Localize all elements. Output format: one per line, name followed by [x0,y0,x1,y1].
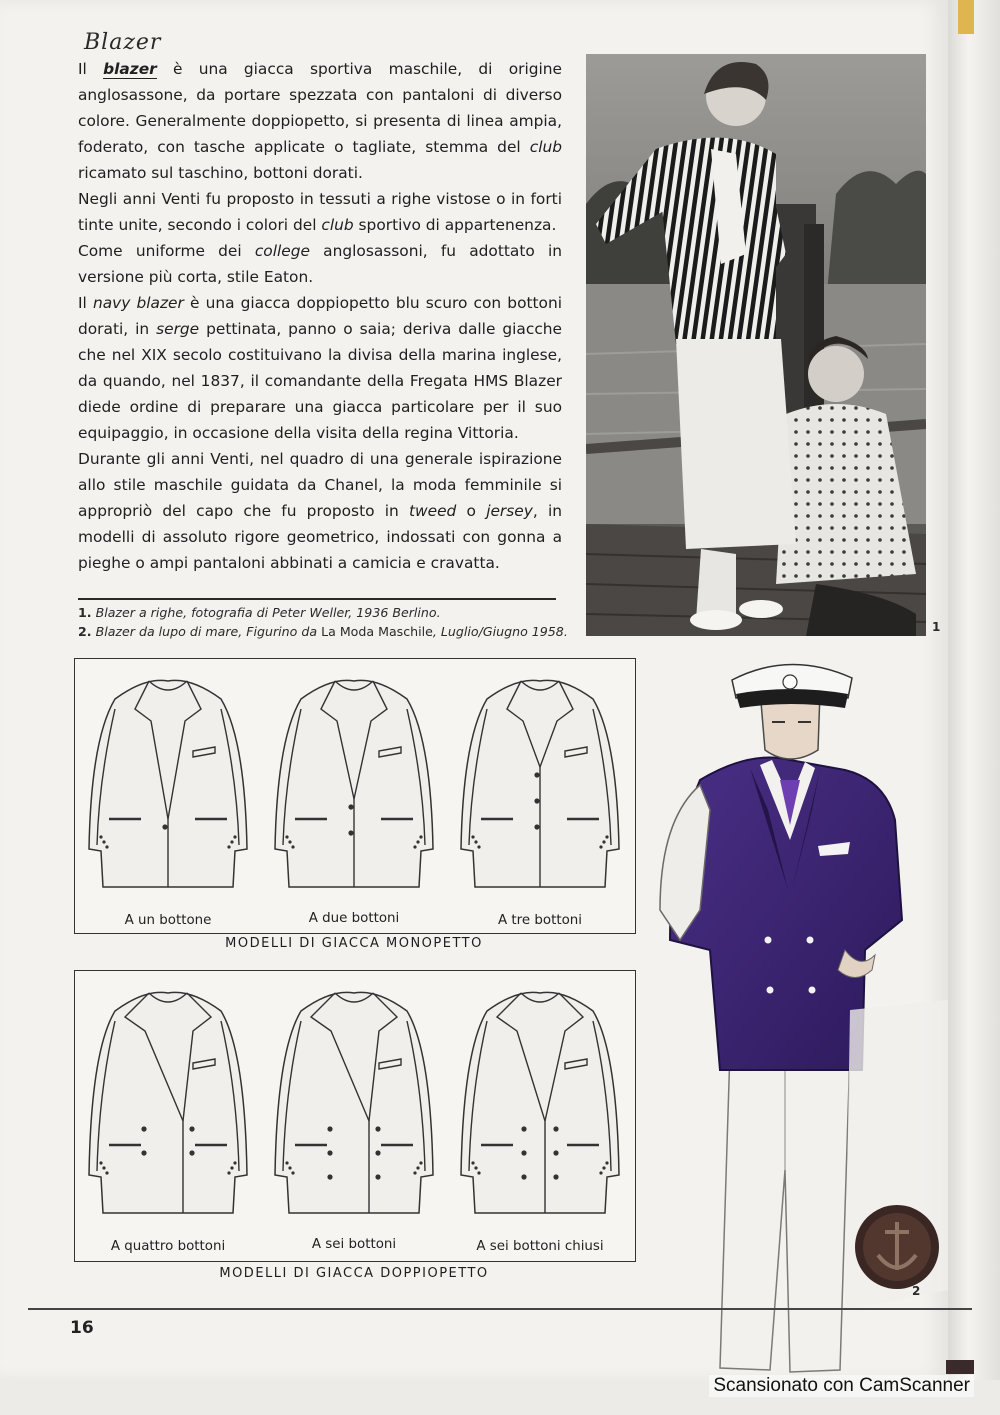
jacket-label: A due bottoni [308,911,400,926]
paragraph-text: è una giacca sportiva maschile, di origine anglosassone, da portare spezzata con pantaloni di diverso colore. Generalmente doppiopetto, si presenta di linea ampia, foderato, con tasche applicate o tagliate, stemma del [78,60,562,156]
paragraph-text: Il [78,60,104,78]
jacket-cuff-button [474,1166,477,1169]
jacket-cuff-button [419,1161,422,1164]
double-breasted-title: MODELLI DI GIACCA DOPPIOPETTO [219,1266,489,1281]
jacket-label: A quattro bottoni [110,1239,226,1254]
paragraph-text: tweed [408,502,457,520]
illustration-navy-blazer-image [640,650,948,1380]
jacket-cuff-button [99,835,102,838]
jacket-cuff-button [233,835,236,838]
paragraph-text: Il [78,294,93,312]
caption-number: 2. [78,624,92,639]
jacket-button [327,1174,332,1179]
page-tab-marker [958,0,974,34]
jacket-cuff-button [285,835,288,838]
jacket-cuff-button [102,1166,105,1169]
jacket-button [521,1150,526,1155]
jacket-cuff-button [471,835,474,838]
paragraph-text: serge [156,320,200,338]
jacket-label: A tre bottoni [498,913,582,928]
jacket-cuff-button [605,1161,608,1164]
jacket-cuff-button [599,845,602,848]
jacket-cuff-button [477,1171,480,1174]
jacket-cuff-button [416,1166,419,1169]
jacket-button [534,772,539,777]
jacket-button [521,1126,526,1131]
jacket-model-two-buttons [261,659,447,933]
article-body [78,56,562,576]
paragraph-text: Negli anni Venti fu proposto in tessuti a righe vistose o in forti tinte unite, secondo i colori del [78,190,562,234]
paragraph-text: o [456,502,487,520]
jacket-cuff-button [291,845,294,848]
jacket-model-six-buttons [261,971,447,1261]
jacket-cuff-button [230,840,233,843]
paragraph-college [78,238,562,290]
jacket-drawing [261,659,447,909]
jacket-cuff-button [477,845,480,848]
paragraph-text: è una giacca doppiopetto blu scuro con bottoni dorati, in [78,294,562,338]
caption-text: Blazer da lupo di mare, Figurino da [91,624,322,639]
jacket-cuff-button [230,1166,233,1169]
jacket-cuff-button [602,840,605,843]
jacket-button [189,1150,194,1155]
jacket-button [189,1126,194,1131]
jacket-cuff-button [233,1161,236,1164]
footer-rule [28,1308,972,1310]
jacket-button [553,1150,558,1155]
double-breasted-panel [74,970,636,1262]
jacket-button [141,1150,146,1155]
paragraph-chanel [78,446,562,576]
paragraph-text: pettinata, panno o saia; deriva dalle giacche che nel XIX secolo costituivano la divisa della marina inglese, da quando, nel 1837, il comandante della Fregata HMS Blazer diede ordine di preparare una giacca particolare per il suo equipaggio, in occasione della visita della regina Vittoria. [78,320,563,442]
paragraph-text: Durante gli anni Venti, nel quadro di una generale ispirazione allo stile maschile guidata da Chanel, la moda femminile si appropriò del capo che fu proposto in [78,450,562,520]
caption-number: 1. [78,605,92,620]
paragraph-text: club [321,216,354,234]
jacket-cuff-button [413,845,416,848]
photo-striped-blazer-image [586,54,926,636]
scanner-watermark: Scansionato con CamScanner [709,1375,974,1397]
jacket-cuff-button [416,840,419,843]
paragraph-navy [78,290,562,446]
jacket-button [534,798,539,803]
caption-divider [78,598,556,600]
jacket-button [521,1174,526,1179]
paragraph-text: Come uniforme dei [78,242,255,260]
figure-captions [78,603,578,641]
jacket-outline [89,992,247,1213]
jacket-drawing [261,971,447,1235]
jacket-cuff-button [413,1171,416,1174]
caption-text: Blazer a righe, fotografia di Peter Weller, 1936 Berlino. [91,605,441,620]
paragraph-text: navy blazer [92,294,184,312]
single-breasted-title: MODELLI DI GIACCA MONOPETTO [225,936,483,951]
handwritten-note: Blazer [84,30,162,55]
jacket-cuff-button [605,835,608,838]
paragraph-text: club [529,138,562,156]
jacket-cuff-button [471,1161,474,1164]
page-corner-marker [946,1360,974,1374]
figure-number-1: 1 [932,620,941,634]
photo-striped-blazer [586,54,926,636]
jacket-button [327,1126,332,1131]
jacket-label: A sei bottoni chiusi [476,1239,604,1254]
jacket-button [348,830,353,835]
jacket-outline [275,992,433,1213]
jacket-model-one-button [75,659,261,933]
jacket-cuff-button [227,845,230,848]
jacket-model-three-buttons [447,659,633,933]
single-breasted-panel [74,658,636,934]
jacket-cuff-button [227,1171,230,1174]
jacket-label: A sei bottoni [311,1237,397,1252]
jacket-model-six-buttons-closed [447,971,633,1261]
jacket-cuff-button [599,1171,602,1174]
paragraph-text: ricamato sul taschino, bottoni dorati. [78,164,363,182]
paragraph-text: anglosassoni, fu adottato in versione più corta, stile Eaton. [78,242,562,286]
paragraph-anni-venti [78,186,562,238]
next-page-edge [948,0,1000,1380]
jacket-button [375,1126,380,1131]
jacket-cuff-button [291,1171,294,1174]
paragraph-text: blazer [103,60,157,78]
jacket-drawing [75,971,261,1235]
jacket-cuff-button [474,840,477,843]
paragraph-text: college [254,242,310,260]
jacket-cuff-button [102,840,105,843]
jacket-model-four-buttons [75,971,261,1261]
jacket-cuff-button [105,845,108,848]
jacket-cuff-button [285,1161,288,1164]
jacket-cuff-button [602,1166,605,1169]
jacket-button [534,824,539,829]
caption-text: La Moda Maschile [321,624,433,639]
jacket-cuff-button [288,840,291,843]
caption-text: , Luglio/Giugno 1958. [432,624,568,639]
jacket-cuff-button [288,1166,291,1169]
jacket-drawing [447,971,633,1235]
jacket-button [553,1174,558,1179]
jacket-cuff-button [419,835,422,838]
paragraph-text: jersey [486,502,533,520]
caption [78,603,578,622]
jacket-cuff-button [99,1161,102,1164]
illustration-navy-blazer [640,650,948,1380]
jacket-label: A un bottone [124,913,212,928]
jacket-button [141,1126,146,1131]
jacket-drawing [447,659,633,909]
paragraph-intro [78,56,562,186]
page-number: 16 [70,1318,94,1338]
jacket-button [162,824,167,829]
paragraph-text: , in modelli di assoluto rigore geometrico, indossati con gonna a pieghe o ampi pantaloni abbinati a camicia e cravatta. [78,502,562,572]
paragraph-text: sportivo di appartenenza. [353,216,557,234]
jacket-button [327,1150,332,1155]
caption [78,622,578,641]
jacket-cuff-button [105,1171,108,1174]
jacket-button [553,1126,558,1131]
figure-number-2: 2 [912,1284,921,1298]
jacket-button [375,1150,380,1155]
jacket-button [348,804,353,809]
jacket-drawing [75,659,261,909]
jacket-button [375,1174,380,1179]
